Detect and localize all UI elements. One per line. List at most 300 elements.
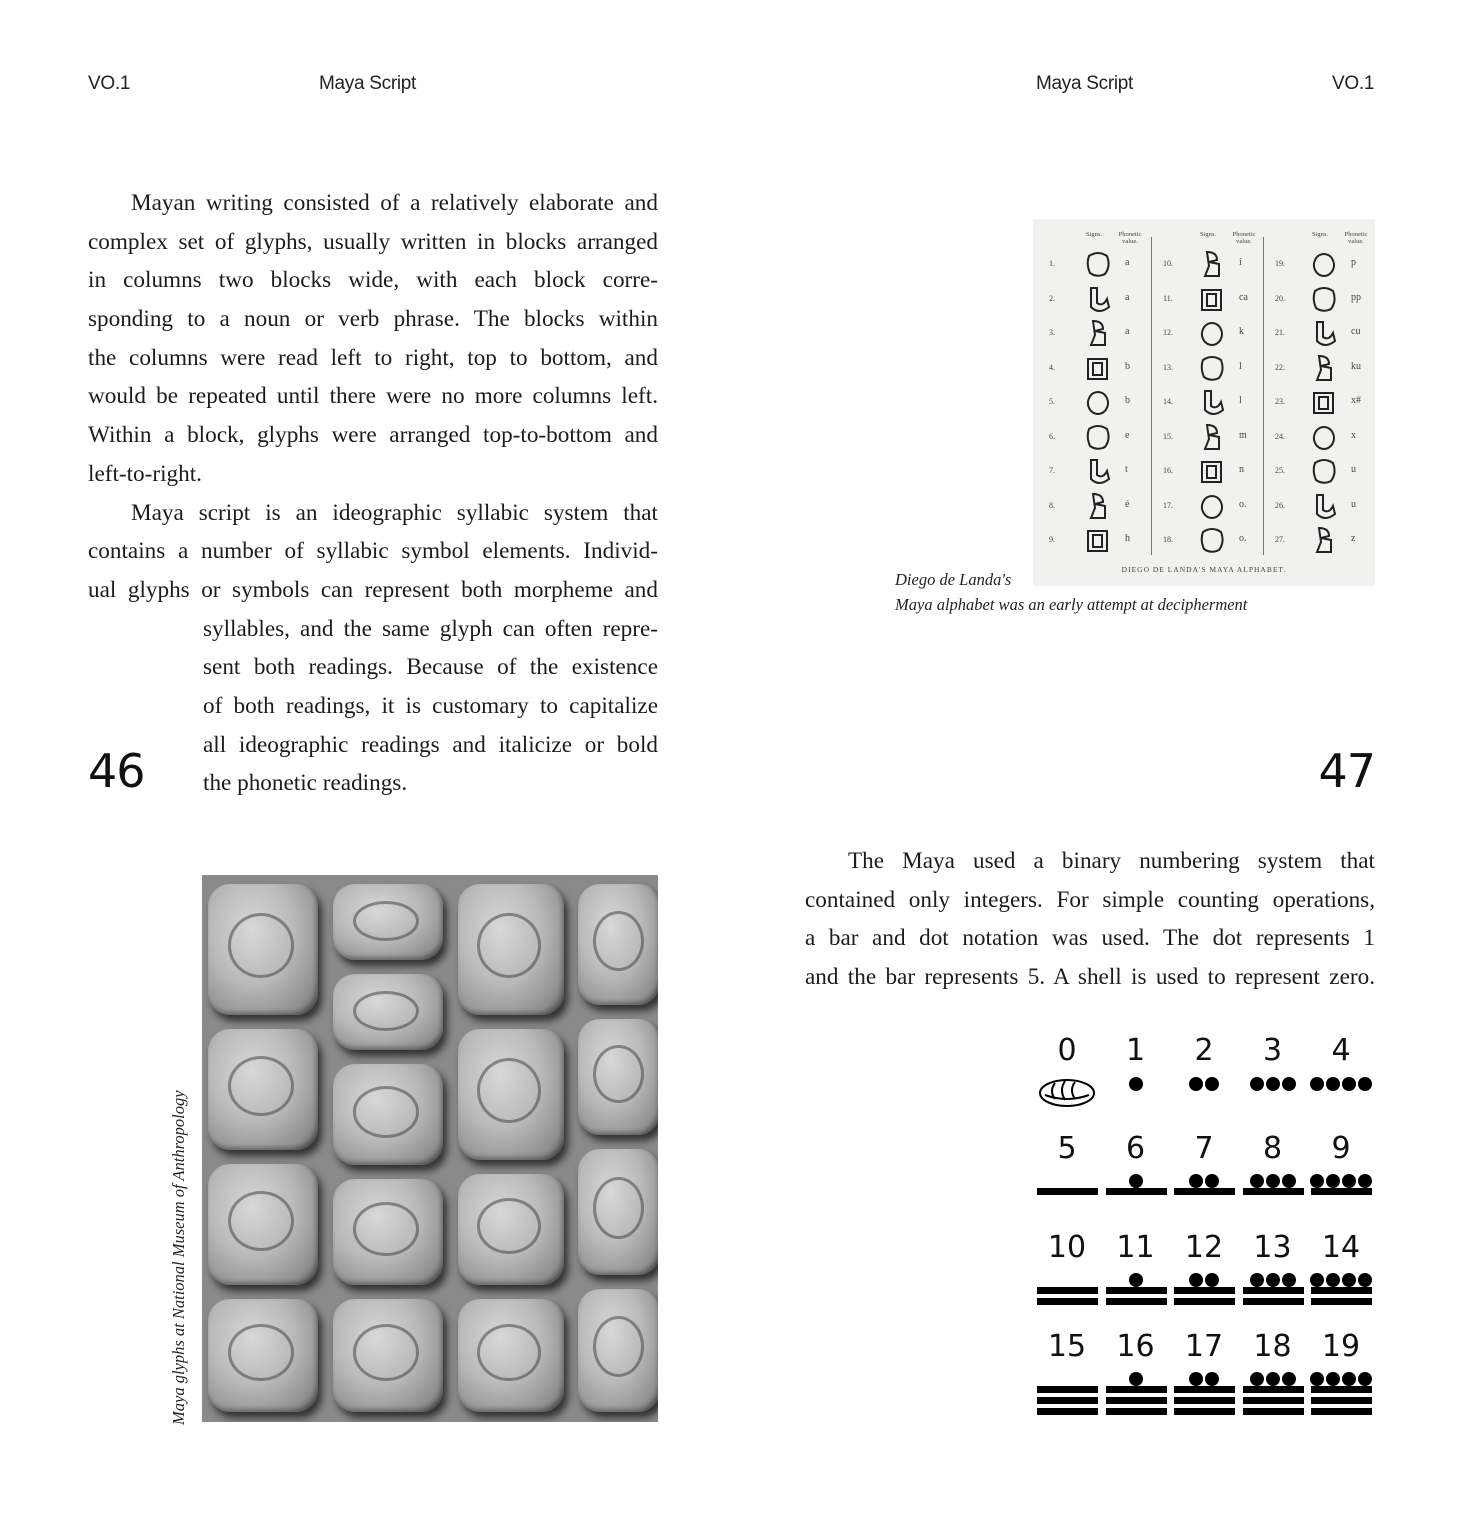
dot-group — [1102, 1174, 1170, 1188]
numeral-17 — [1170, 1331, 1238, 1426]
dot-group — [1102, 1372, 1170, 1386]
entry-number: 20. — [1275, 293, 1285, 303]
bar-mark — [1106, 1188, 1167, 1195]
dot-mark — [1326, 1372, 1340, 1386]
carving-detail — [228, 913, 295, 978]
text-line: The Maya used a binary numbering system that — [848, 848, 1375, 874]
numeral-label: 11 — [1116, 1230, 1155, 1265]
glyph-sign-icon — [1311, 319, 1337, 347]
entry-number: 26. — [1275, 500, 1285, 510]
entry-number: 3. — [1049, 328, 1055, 337]
text-line: Maya script is an ideographic syllabic system that — [131, 499, 658, 526]
numeral-4 — [1307, 1035, 1375, 1130]
carving-detail — [228, 1324, 295, 1381]
numeral-label: 0 — [1057, 1033, 1077, 1068]
bar-mark — [1243, 1386, 1304, 1393]
numeral-10 — [1033, 1232, 1101, 1327]
glyph-sign-icon — [1311, 354, 1337, 382]
dot-group — [1170, 1273, 1238, 1287]
left-paragraph-1 — [88, 184, 658, 494]
dot-mark — [1310, 1273, 1324, 1287]
alphabet-entry — [1267, 316, 1381, 350]
entry-number: 19. — [1275, 259, 1285, 268]
numeral-label: 19 — [1321, 1329, 1361, 1364]
dot-mark — [1129, 1372, 1143, 1386]
alphabet-entry — [1267, 385, 1381, 419]
bar-mark — [1037, 1386, 1098, 1393]
carved-glyph-block — [333, 1064, 443, 1165]
entry-number: 17. — [1163, 500, 1173, 510]
bar-mark — [1037, 1298, 1098, 1305]
carving-detail — [353, 901, 420, 941]
dot-group — [1170, 1372, 1238, 1386]
glyph-sign-icon — [1311, 250, 1337, 278]
text-line: syllables, and the same glyph can often repre- — [203, 615, 658, 642]
entry-number: 16. — [1163, 466, 1173, 475]
bar-mark — [1037, 1408, 1098, 1415]
numeral-label: 15 — [1047, 1329, 1087, 1364]
numeral-11 — [1102, 1232, 1170, 1327]
plate-column — [1267, 231, 1381, 556]
entry-number: 22. — [1275, 362, 1285, 372]
entry-number: 18. — [1163, 535, 1173, 544]
carving-detail — [477, 1198, 541, 1254]
glyph-sign-icon — [1311, 526, 1337, 554]
dot-mark — [1358, 1372, 1372, 1386]
phonetic-value: cu — [1351, 326, 1361, 337]
dot-mark — [1282, 1372, 1296, 1386]
numeral-label: 7 — [1194, 1131, 1214, 1166]
alphabet-entry — [1155, 454, 1269, 488]
numeral-18 — [1239, 1331, 1307, 1426]
phonetic-value: o. — [1239, 533, 1247, 544]
alphabet-entry — [1041, 316, 1155, 350]
glyph-sign-icon — [1199, 354, 1225, 382]
glyph-sign-icon — [1311, 457, 1337, 485]
carved-glyph-block — [578, 884, 658, 1005]
bar-mark — [1174, 1408, 1235, 1415]
alphabet-entry — [1155, 489, 1269, 523]
carving-detail — [353, 1086, 420, 1137]
carved-glyph-block — [208, 1164, 318, 1285]
text-line: Mayan writing consisted of a relatively elaborate and — [131, 190, 658, 216]
numeral-label: 4 — [1331, 1033, 1351, 1068]
glyph-sign-icon — [1199, 250, 1225, 278]
bar-mark — [1311, 1408, 1372, 1415]
bar-mark — [1106, 1397, 1167, 1404]
dot-mark — [1250, 1174, 1264, 1188]
entry-number: 13. — [1163, 362, 1173, 372]
text-line: ual glyphs or symbols can represent both morpheme and — [88, 576, 658, 603]
carved-glyph-block — [333, 974, 443, 1050]
alphabet-entry — [1267, 454, 1381, 488]
numeral-label: 2 — [1194, 1033, 1214, 1068]
plate-column — [1155, 231, 1269, 556]
phonetic-value: ca — [1239, 291, 1248, 303]
carved-glyph-block — [208, 1299, 318, 1412]
phonetic-value: k — [1239, 326, 1244, 337]
dot-mark — [1310, 1077, 1324, 1091]
text-line: of both readings, it is customary to capitalize — [203, 693, 658, 720]
phonetic-value: a — [1125, 326, 1130, 337]
numeral-label: 1 — [1125, 1033, 1146, 1068]
text-line: in columns two blocks wide, with each block corre- — [88, 267, 658, 294]
carving-detail — [477, 913, 541, 978]
bar-mark — [1174, 1298, 1235, 1305]
phonetic-value: a — [1125, 257, 1130, 268]
plate-column — [1041, 231, 1155, 556]
page-number-left: 46 — [88, 744, 145, 798]
stone-photo-caption: Maya glyphs at National Museum of Anthropology — [169, 1090, 188, 1425]
glyph-sign-icon — [1085, 526, 1111, 554]
dot-mark — [1266, 1077, 1280, 1091]
glyph-sign-icon — [1085, 423, 1111, 451]
numeral-3 — [1239, 1035, 1307, 1130]
bar-mark — [1037, 1287, 1098, 1294]
entry-number: 21. — [1275, 328, 1285, 337]
glyph-sign-icon — [1311, 285, 1337, 313]
carving-detail — [593, 1045, 644, 1103]
glyph-sign-icon — [1199, 423, 1225, 451]
text-line: contains a number of syllabic symbol elements. Individ- — [88, 538, 658, 565]
alphabet-entry — [1041, 247, 1155, 281]
bar-mark — [1243, 1397, 1304, 1404]
numeral-14 — [1307, 1232, 1375, 1327]
alphabet-entry — [1041, 523, 1155, 557]
text-line: all ideographic readings and italicize or bold — [203, 731, 658, 758]
plate-title: DIEGO DE LANDA'S MAYA ALPHABET. — [1121, 565, 1287, 574]
maya-numerals-chart — [1033, 1035, 1378, 1435]
carved-glyph-block — [578, 1289, 658, 1412]
alphabet-entry — [1155, 420, 1269, 454]
numeral-label: 17 — [1184, 1329, 1224, 1364]
dot-group — [1170, 1077, 1238, 1091]
dot-mark — [1189, 1273, 1203, 1287]
alphabet-entry — [1155, 351, 1269, 385]
bar-mark — [1243, 1298, 1304, 1305]
glyph-sign-icon — [1199, 526, 1225, 554]
carving-detail — [353, 991, 420, 1031]
dot-mark — [1358, 1273, 1372, 1287]
alphabet-entry — [1267, 489, 1381, 523]
left-volume-label: VO.1 — [88, 73, 131, 94]
numeral-label: 12 — [1184, 1230, 1224, 1265]
numeral-5 — [1033, 1133, 1101, 1228]
entry-number: 2. — [1049, 293, 1055, 303]
entry-number: 15. — [1163, 431, 1173, 441]
bar-mark — [1311, 1386, 1372, 1393]
numeral-1 — [1102, 1035, 1170, 1130]
dot-mark — [1358, 1077, 1372, 1091]
carved-glyph-block — [458, 1029, 564, 1160]
bar-mark — [1174, 1397, 1235, 1404]
text-line: a bar and dot notation was used. The dot represents 1 — [805, 925, 1375, 952]
phonetic-value: x# — [1351, 395, 1361, 406]
phonetic-header: Phonetic value. — [1118, 231, 1142, 245]
dot-mark — [1266, 1372, 1280, 1386]
phonetic-header: Phonetic value. — [1344, 231, 1368, 245]
entry-number: 10. — [1163, 259, 1173, 268]
phonetic-value: e — [1125, 429, 1130, 441]
text-line: would be repeated until there were no more columns left. — [88, 383, 658, 410]
numeral-0 — [1033, 1035, 1101, 1130]
bar-mark — [1037, 1188, 1098, 1195]
phonetic-value: pp — [1351, 291, 1361, 303]
bar-mark — [1243, 1287, 1304, 1294]
glyph-sign-icon — [1085, 388, 1111, 416]
shell-icon — [1037, 1075, 1097, 1109]
phonetic-value: o. — [1239, 498, 1247, 510]
dot-mark — [1205, 1077, 1219, 1091]
glyph-sign-icon — [1311, 388, 1337, 416]
carved-glyph-block — [333, 1179, 443, 1285]
alphabet-entry — [1267, 420, 1381, 454]
dot-mark — [1282, 1077, 1296, 1091]
numeral-2 — [1170, 1035, 1238, 1130]
dot-group — [1102, 1077, 1170, 1091]
numeral-15 — [1033, 1331, 1101, 1426]
landa-caption-line-1: Diego de Landa's — [895, 570, 1012, 589]
entry-number: 23. — [1275, 397, 1285, 406]
numeral-label: 5 — [1057, 1131, 1077, 1166]
entry-number: 1. — [1049, 259, 1055, 268]
dot-mark — [1250, 1077, 1264, 1091]
entry-number: 7. — [1049, 466, 1055, 475]
entry-number: 6. — [1049, 431, 1055, 441]
numeral-13 — [1239, 1232, 1307, 1327]
phonetic-value: t — [1125, 464, 1128, 475]
entry-number: 4. — [1049, 362, 1055, 372]
dot-group — [1307, 1273, 1375, 1287]
dot-mark — [1326, 1174, 1340, 1188]
dot-mark — [1342, 1077, 1356, 1091]
phonetic-value: a — [1125, 291, 1130, 303]
carved-glyph-block — [458, 884, 564, 1015]
dot-mark — [1205, 1273, 1219, 1287]
dot-mark — [1129, 1273, 1143, 1287]
dot-mark — [1310, 1372, 1324, 1386]
carving-detail — [353, 1202, 420, 1256]
text-line: complex set of glyphs, usually written in blocks arranged — [88, 228, 658, 255]
glyph-sign-icon — [1085, 250, 1111, 278]
bar-mark — [1311, 1298, 1372, 1305]
dot-mark — [1129, 1077, 1143, 1091]
glyph-sign-icon — [1199, 457, 1225, 485]
dot-mark — [1326, 1273, 1340, 1287]
alphabet-entry — [1267, 247, 1381, 281]
phonetic-value: h — [1125, 533, 1130, 544]
dot-group — [1239, 1273, 1307, 1287]
phonetic-value: m — [1239, 429, 1247, 441]
dot-mark — [1326, 1077, 1340, 1091]
numeral-label: 14 — [1321, 1230, 1361, 1265]
numeral-7 — [1170, 1133, 1238, 1228]
dot-mark — [1310, 1174, 1324, 1188]
dot-mark — [1250, 1273, 1264, 1287]
dot-group — [1239, 1077, 1307, 1091]
alphabet-entry — [1041, 351, 1155, 385]
bar-mark — [1106, 1287, 1167, 1294]
dot-mark — [1189, 1174, 1203, 1188]
glyph-sign-icon — [1085, 354, 1111, 382]
dot-mark — [1266, 1273, 1280, 1287]
numeral-6 — [1102, 1133, 1170, 1228]
alphabet-entry — [1155, 247, 1269, 281]
numeral-label: 6 — [1125, 1131, 1146, 1166]
entry-number: 5. — [1049, 397, 1055, 406]
alphabet-entry — [1267, 523, 1381, 557]
bar-mark — [1106, 1386, 1167, 1393]
numeral-label: 8 — [1262, 1131, 1283, 1166]
alphabet-entry — [1041, 454, 1155, 488]
carving-detail — [353, 1324, 420, 1381]
bar-mark — [1311, 1287, 1372, 1294]
carving-detail — [228, 1191, 295, 1251]
bar-mark — [1174, 1287, 1235, 1294]
text-line: sponding to a noun or verb phrase. The blocks within — [88, 306, 658, 333]
phonetic-value: n — [1239, 464, 1244, 475]
dot-mark — [1189, 1372, 1203, 1386]
right-volume-label: VO.1 — [1332, 73, 1375, 94]
alphabet-entry — [1155, 385, 1269, 419]
phonetic-value: l — [1239, 395, 1242, 406]
bar-mark — [1106, 1408, 1167, 1415]
carved-glyph-block — [458, 1299, 564, 1412]
alphabet-entry — [1041, 489, 1155, 523]
text-line: left-to-right. — [88, 460, 202, 487]
phonetic-value: z — [1351, 533, 1356, 544]
dot-group — [1170, 1174, 1238, 1188]
dot-group — [1239, 1372, 1307, 1386]
landa-caption-line-2: Maya alphabet was an early attempt at decipherment — [895, 595, 1248, 614]
phonetic-value: u — [1351, 464, 1356, 475]
bar-mark — [1037, 1397, 1098, 1404]
carved-glyph-block — [208, 1029, 318, 1150]
glyph-sign-icon — [1311, 423, 1337, 451]
carved-glyph-block — [333, 884, 443, 960]
carving-detail — [593, 1316, 644, 1377]
alphabet-entry — [1155, 282, 1269, 316]
bar-mark — [1243, 1408, 1304, 1415]
landa-alphabet-plate — [1033, 219, 1375, 586]
left-running-title: Maya Script — [319, 73, 417, 94]
bar-mark — [1311, 1188, 1372, 1195]
dot-mark — [1282, 1273, 1296, 1287]
dot-mark — [1250, 1372, 1264, 1386]
phonetic-value: l — [1239, 360, 1242, 372]
signs-header: Signs. — [1085, 231, 1103, 238]
phonetic-value: b — [1125, 360, 1130, 372]
numeral-9 — [1307, 1133, 1375, 1228]
entry-number: 8. — [1049, 500, 1055, 510]
glyph-sign-icon — [1085, 285, 1111, 313]
dot-group — [1239, 1174, 1307, 1188]
glyph-sign-icon — [1199, 319, 1225, 347]
dot-mark — [1342, 1174, 1356, 1188]
page-number-right: 47 — [1318, 744, 1375, 798]
phonetic-value: x — [1351, 429, 1356, 441]
signs-header: Signs. — [1199, 231, 1217, 238]
alphabet-entry — [1155, 523, 1269, 557]
carving-detail — [477, 1324, 541, 1381]
carved-glyph-block — [458, 1174, 564, 1285]
alphabet-entry — [1041, 282, 1155, 316]
dot-mark — [1266, 1174, 1280, 1188]
numeral-label: 3 — [1262, 1033, 1283, 1068]
glyph-sign-icon — [1085, 492, 1111, 520]
numeral-8 — [1239, 1133, 1307, 1228]
right-running-title: Maya Script — [1036, 73, 1134, 94]
carved-glyph-block — [333, 1299, 443, 1412]
carving-detail — [593, 1177, 644, 1240]
entry-number: 14. — [1163, 397, 1173, 406]
alphabet-entry — [1041, 385, 1155, 419]
dot-group — [1307, 1372, 1375, 1386]
glyph-sign-icon — [1199, 492, 1225, 520]
dot-mark — [1282, 1174, 1296, 1188]
text-line: sent both readings. Because of the existence — [203, 654, 658, 681]
carving-detail — [228, 1056, 295, 1116]
phonetic-value: i — [1239, 257, 1242, 268]
numeral-19 — [1307, 1331, 1375, 1426]
text-line: and the bar represents 5. A shell is used to represent zero. — [805, 964, 1375, 991]
phonetic-value: ku — [1351, 360, 1361, 372]
numeral-label: 16 — [1116, 1329, 1155, 1364]
dot-mark — [1342, 1273, 1356, 1287]
dot-mark — [1189, 1077, 1203, 1091]
bar-mark — [1174, 1188, 1235, 1195]
phonetic-value: u — [1351, 498, 1356, 510]
glyph-sign-icon — [1199, 285, 1225, 313]
text-line: the columns were read left to right, top to bottom, and — [88, 344, 658, 371]
carved-glyph-block — [578, 1019, 658, 1135]
signs-header: Signs. — [1311, 231, 1329, 238]
alphabet-entry — [1041, 420, 1155, 454]
dot-group — [1307, 1174, 1375, 1188]
entry-number: 24. — [1275, 431, 1285, 441]
phonetic-value: p — [1351, 257, 1356, 268]
glyph-sign-icon — [1085, 319, 1111, 347]
entry-number: 25. — [1275, 466, 1285, 475]
text-line: Within a block, glyphs were arranged top-to-bottom and — [88, 422, 658, 449]
dot-group — [1307, 1077, 1375, 1091]
numeral-16 — [1102, 1331, 1170, 1426]
carved-glyph-block — [578, 1149, 658, 1275]
entry-number: 12. — [1163, 328, 1173, 337]
numeral-label: 18 — [1253, 1329, 1292, 1364]
bar-mark — [1311, 1397, 1372, 1404]
dot-mark — [1342, 1372, 1356, 1386]
dot-mark — [1129, 1174, 1143, 1188]
bar-mark — [1243, 1188, 1304, 1195]
alphabet-entry — [1267, 282, 1381, 316]
text-line: the phonetic readings. — [203, 770, 408, 797]
numeral-label: 9 — [1331, 1131, 1351, 1166]
maya-glyphs-photo — [202, 875, 658, 1422]
alphabet-entry — [1267, 351, 1381, 385]
text-line: contained only integers. For simple counting operations, — [805, 886, 1375, 913]
glyph-sign-icon — [1199, 388, 1225, 416]
dot-mark — [1205, 1372, 1219, 1386]
entry-number: 27. — [1275, 535, 1285, 544]
phonetic-header: Phonetic value. — [1232, 231, 1256, 245]
dot-group — [1102, 1273, 1170, 1287]
numeral-label: 13 — [1253, 1230, 1292, 1265]
alphabet-entry — [1155, 316, 1269, 350]
carving-detail — [593, 911, 644, 971]
glyph-sign-icon — [1311, 492, 1337, 520]
dot-mark — [1205, 1174, 1219, 1188]
